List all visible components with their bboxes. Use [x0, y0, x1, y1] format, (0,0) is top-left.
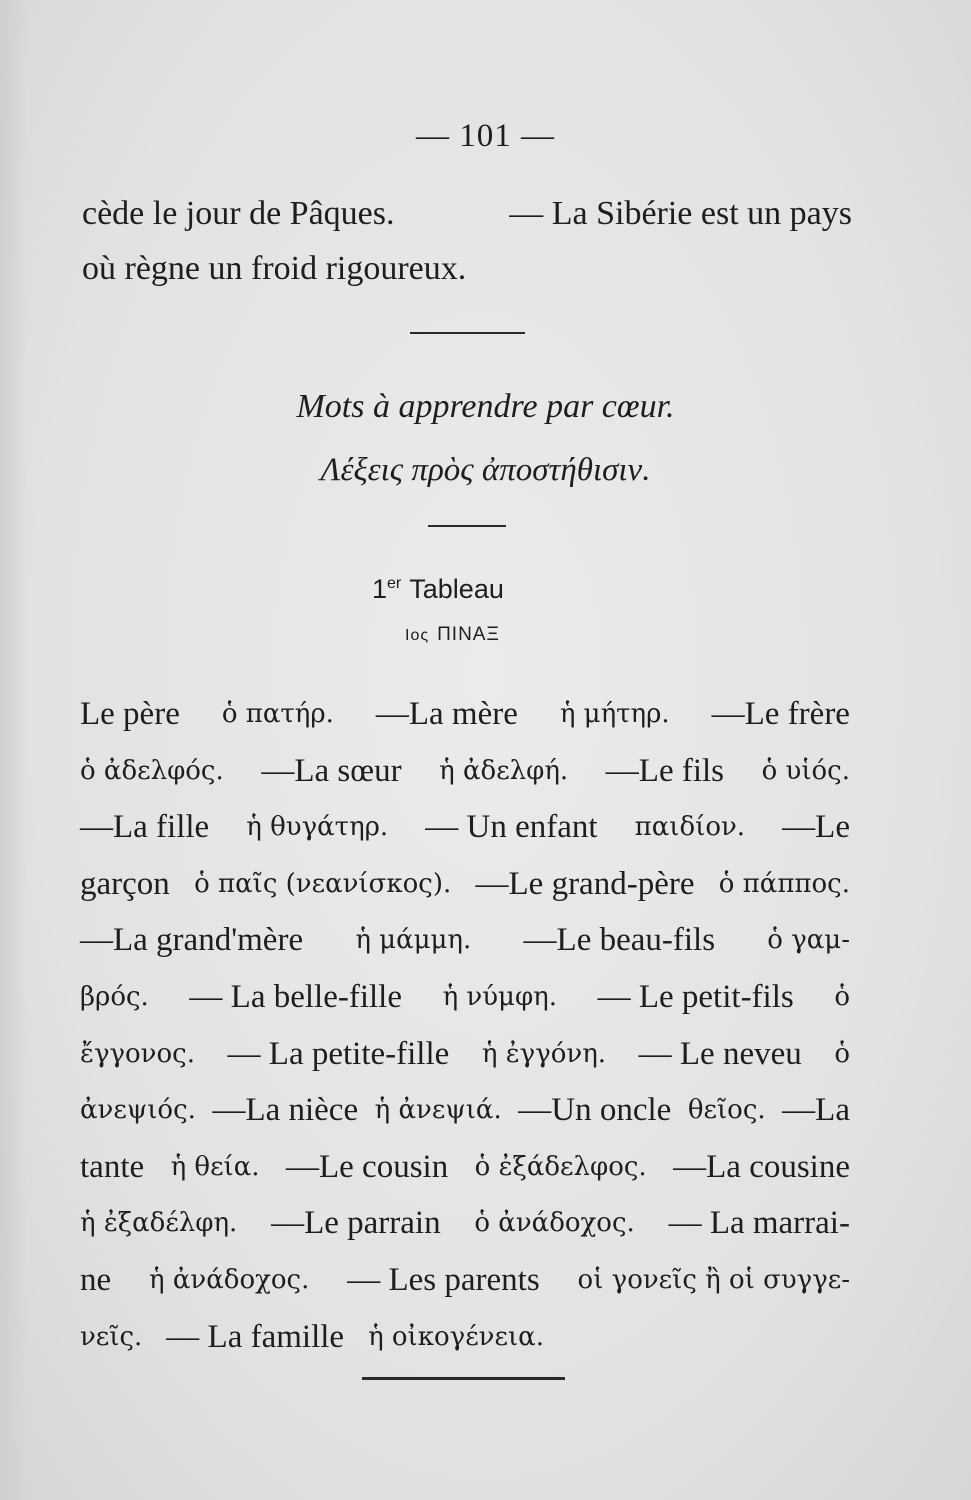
- greek-term: βρός.: [80, 981, 149, 1012]
- greek-term: παιδίον.: [634, 812, 746, 843]
- vocab-line: [80, 912, 850, 969]
- french-term: — Un enfant: [425, 809, 598, 846]
- greek-term: οἱ γονεῖς ἢ οἱ συγγε-: [577, 1264, 850, 1295]
- greek-term: ὁ γαμ-: [767, 925, 850, 956]
- greek-term: ἡ ἐξαδέλφη.: [80, 1208, 238, 1239]
- middle-divider-rule: [428, 525, 506, 527]
- tableau-label: Tableau: [409, 574, 504, 604]
- greek-term: ὁ: [834, 1038, 850, 1069]
- french-term: —La grand'mère: [80, 922, 304, 959]
- french-term: —La nièce: [212, 1092, 359, 1129]
- vocab-line: [80, 743, 850, 800]
- french-term: — La marrai-: [668, 1205, 850, 1242]
- vocab-line: [80, 1139, 850, 1196]
- greek-term: ἡ θυγάτηρ.: [246, 812, 389, 843]
- greek-term: ἡ θεία.: [170, 1151, 260, 1182]
- french-term: —Le: [782, 809, 850, 846]
- greek-term: θεῖος.: [687, 1095, 766, 1126]
- french-term: —La sœur: [261, 752, 402, 789]
- greek-term: ὁ ἀνάδοχος.: [474, 1208, 635, 1239]
- page-edge-shadow: [0, 0, 28, 1500]
- greek-term: ἔγγονος.: [80, 1038, 195, 1069]
- french-term: Le père: [80, 696, 180, 732]
- french-term: —Un oncle: [518, 1092, 672, 1129]
- french-term: tante: [80, 1148, 145, 1185]
- french-term: — Le petit-fils: [597, 978, 794, 1015]
- french-term: ne: [80, 1261, 112, 1298]
- greek-term: ἡ ἀνεψιά.: [374, 1095, 502, 1126]
- french-term: —La fille: [80, 809, 210, 846]
- french-term: —Le grand-père: [475, 865, 695, 902]
- french-term: —Le cousin: [286, 1148, 449, 1185]
- vocab-line: [80, 686, 850, 743]
- vocab-line: [80, 1252, 850, 1309]
- pinax-heading: [405, 624, 500, 646]
- intro-line-1: [82, 186, 852, 243]
- pinax-label: ΠΙΝΑΞ: [437, 624, 500, 645]
- intro-paragraph: [82, 186, 852, 295]
- greek-term: ὁ πατήρ.: [221, 699, 334, 729]
- section-title-greek: Λέξεις πρὸς ἀποστήθισιν.: [320, 452, 651, 488]
- french-term: —La cousine: [673, 1148, 850, 1185]
- tableau-heading: [372, 574, 504, 605]
- french-term: garçon: [80, 865, 170, 902]
- tableau-number: 1: [372, 574, 388, 604]
- vocab-line: [80, 1309, 850, 1366]
- greek-term: ὁ παῖς (νεανίσκος).: [194, 868, 452, 899]
- greek-term: ὁ ἀδελφός.: [80, 755, 224, 786]
- vocab-line: [80, 856, 850, 913]
- pinax-number: Ιος: [405, 627, 430, 644]
- greek-term: ὁ υἱός.: [761, 755, 850, 786]
- french-term: —Le frère: [711, 696, 850, 732]
- greek-term: ἡ οἰκογένεια.: [368, 1321, 544, 1352]
- greek-term: ἡ ἀδελφή.: [439, 755, 569, 786]
- vocabulary-paragraph: [80, 686, 850, 1365]
- french-term: —La: [782, 1092, 850, 1129]
- bottom-divider-rule: [362, 1377, 565, 1380]
- greek-term: ὁ πάππος.: [718, 868, 850, 899]
- french-term: —Le beau-fils: [523, 922, 716, 959]
- vocab-line: [80, 799, 850, 856]
- intro-line-2: où règne un froid rigoureux.: [82, 249, 467, 287]
- intro-line-1-part-2: — La Sibérie est un pays: [509, 195, 852, 232]
- greek-term: ἀνεψιός.: [80, 1095, 196, 1126]
- intro-line-1-part-1: cède le jour de Pâques.: [82, 195, 395, 232]
- greek-term: ἡ μήτηρ.: [559, 699, 670, 729]
- french-term: —La mère: [375, 696, 518, 732]
- page-number: — 101 —: [416, 118, 555, 154]
- french-term: — Les parents: [347, 1261, 540, 1298]
- french-term: —Le parrain: [271, 1205, 441, 1242]
- greek-term: ἡ μάμμη.: [355, 925, 472, 956]
- french-term: — La famille: [166, 1318, 345, 1355]
- greek-term: ὁ ἐξάδελφος.: [474, 1151, 647, 1182]
- top-divider-rule: [410, 332, 525, 334]
- tableau-superscript: er: [387, 575, 402, 592]
- french-term: — Le neveu: [638, 1035, 802, 1072]
- french-term: —Le fils: [605, 752, 725, 789]
- vocab-line: [80, 1082, 850, 1139]
- greek-term: ἡ ἀνάδοχος.: [149, 1264, 310, 1295]
- french-term: — La belle-fille: [189, 978, 402, 1015]
- greek-term: ὁ: [834, 981, 850, 1012]
- vocab-line: [80, 1195, 850, 1252]
- greek-term: ἡ νύμφη.: [442, 981, 557, 1012]
- french-term: — La petite-fille: [227, 1035, 450, 1072]
- section-title-french: Mots à apprendre par cœur.: [296, 388, 675, 425]
- greek-term: ἡ ἐγγόνη.: [481, 1038, 607, 1069]
- vocab-line: [80, 969, 850, 1026]
- vocab-line: [80, 1026, 850, 1083]
- greek-term: νεῖς.: [80, 1321, 143, 1352]
